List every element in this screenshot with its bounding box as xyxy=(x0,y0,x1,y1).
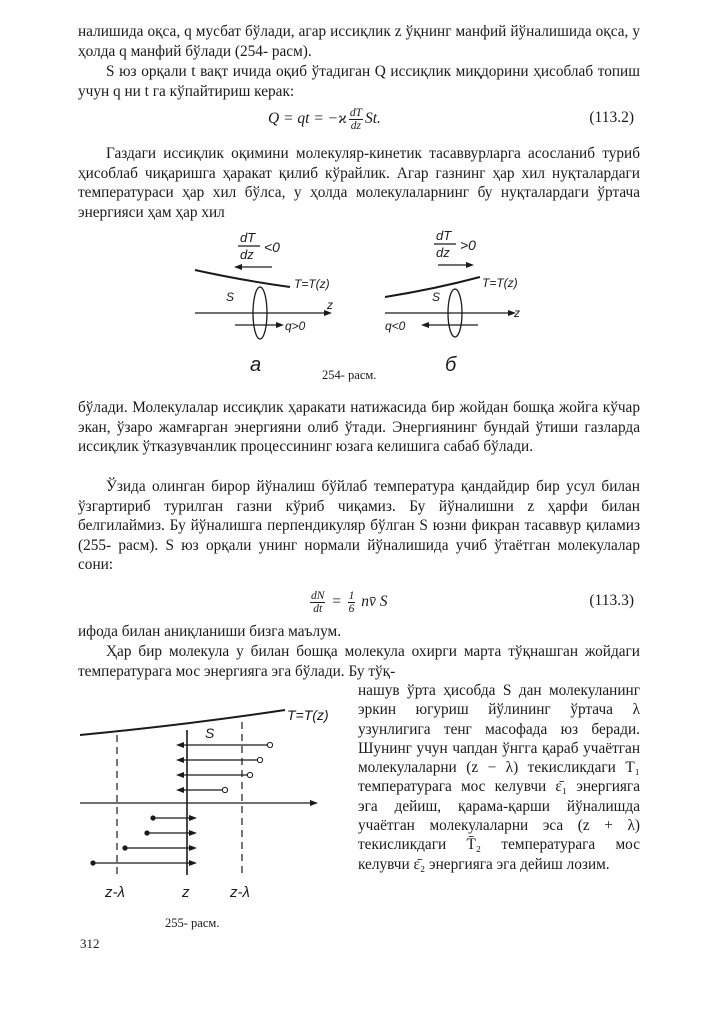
paragraph-5: Ўзида олинган бирор йўналиш бўйлаб температура қандайдир бир усул билан ўзгартириб турилган газни кўриб чиқамиз. Бу йўналишни z ҳарфи билан белгилаймиз. Бу йўналишга перпендикуляр бўлган S юзни фикран тасаввур қиламиз (255- расм). S юз орқали унинг нормали йўналишида учиб ўтаётган молекулалар сони: xyxy=(78,478,640,574)
eq1-frac-num: dT xyxy=(349,107,362,119)
eq2-frac2-den: 6 xyxy=(348,603,355,615)
eq2-fraction-2 xyxy=(348,590,356,615)
figure-254 xyxy=(180,225,560,385)
equation-113-2 xyxy=(78,103,640,133)
fig254b-q-label: q<0 xyxy=(385,319,406,333)
paragraph-8: нашув ўрта ҳисобда S дан молекуланинг эркин югуриш йўлининг ўртача λ узунлигига тенг масофада юз беради. Шунинг учун чапдан ўнгга қараб учаётган молекулаларни (z − λ) текисликдаги T₁ температурага мос келувчи ε̄₁ энергияга эга дейиш, қарама-қарши йўналишда учаётган молекулаларни эса (z + λ) текисликдаги T̄₂ температурага мос келувчи ε̄₂ энергияга эга дейиш лозим. xyxy=(358,682,640,873)
fig254a-curve-label: T=T(z) xyxy=(294,277,330,291)
paragraph-7: Ҳар бир молекула у билан бошқа молекула охирги марта тўқнашган жойдаги температурага мос энергияга эга бўлади. Бу тўқ- xyxy=(78,643,640,680)
fig255-molecule-rl xyxy=(222,787,227,792)
fig254-panel-b xyxy=(385,228,520,376)
fig254a-grad-arrowhead xyxy=(234,264,242,270)
fig255-molecules-left-to-right xyxy=(90,815,197,866)
fig254a-deriv-num: dT xyxy=(240,230,256,245)
fig255-s-label: S xyxy=(205,725,215,741)
fig255-temperature-curve xyxy=(80,710,285,735)
fig254-caption: 254- расм. xyxy=(322,368,377,382)
fig255-arrowhead-lr xyxy=(189,830,197,836)
fig254b-deriv-num: dT xyxy=(436,228,452,243)
paragraph-2: S юз орқали t вақт ичида оқиб ўтадиган Q иссиқлик миқдорини ҳисоблаб топиш учун q ни t га кўпайтириш керак: xyxy=(78,63,640,100)
fig254b-sign: >0 xyxy=(460,237,476,253)
fig255-tick-center: z xyxy=(182,884,190,901)
fig255-arrowhead-rl xyxy=(176,787,184,793)
fig255-molecules-right-to-left xyxy=(176,742,273,793)
eq1-number: (113.2) xyxy=(589,109,634,126)
eq2-frac1-den: dt xyxy=(313,603,323,615)
equation-113-3 xyxy=(78,586,640,616)
fig254a-deriv-den: dz xyxy=(240,247,254,262)
eq2-frac2-num: 1 xyxy=(348,590,355,602)
fig255-tick-right: z-λ xyxy=(230,884,250,901)
figure-255 xyxy=(75,690,355,910)
paragraph-3: Газдаги иссиқлик оқимини молекуляр-кинетик тасаввурларга асосланиб туриб ҳисоблаб чиқаришга ҳаракат қилиб кўрайлик. Агар газнинг ҳар хил нуқталардаги температураси ҳар хил бўлса, у ҳолда молекулаларнинг бу нуқталардаги ўртача энергияси ҳам ҳар хил xyxy=(78,145,640,221)
fig254b-z-label: z xyxy=(514,306,520,320)
fig255-arrowhead-rl xyxy=(176,772,184,778)
paragraph-1: налишида оқса, q мусбат бўлади, агар иссиқлик z ўқнинг манфий йўналишида оқса, у ҳолда q манфий бўлади (254- расм). xyxy=(78,23,640,60)
fig255-arrowhead-rl xyxy=(176,742,184,748)
eq2-frac1-num: dN xyxy=(311,590,325,602)
fig254b-s-label: S xyxy=(432,290,441,304)
eq1-frac-den: dz xyxy=(350,120,362,132)
fig254b-q-arrowhead xyxy=(421,322,429,328)
fig255-arrowhead-lr xyxy=(189,860,197,866)
fig255-caption: 255- расм. xyxy=(165,916,220,930)
fig254a-panel-label: a xyxy=(250,354,262,376)
fig254b-grad-arrowhead xyxy=(466,262,474,268)
fig254a-s-label: S xyxy=(226,290,235,304)
fig255-arrowhead-rl xyxy=(176,757,184,763)
fig255-z-arrowhead xyxy=(310,800,318,806)
fig254-panel-a xyxy=(195,230,333,376)
fig255-arrowhead-lr xyxy=(189,845,197,851)
eq1-rhs: St. xyxy=(365,110,381,128)
paragraph-6: ифода билан аниқланиши бизга маълум. xyxy=(78,623,342,640)
eq2-number: (113.3) xyxy=(589,592,634,609)
page-number: 312 xyxy=(80,936,100,951)
fig254b-deriv-den: dz xyxy=(436,245,450,260)
fig255-tick-left: z-λ xyxy=(105,884,125,901)
fig254a-sign: <0 xyxy=(264,239,280,255)
eq1-lhs: Q = qt = −ϰ xyxy=(268,110,347,128)
fig255-arrowhead-lr xyxy=(189,815,197,821)
fig255-molecule-rl xyxy=(257,757,262,762)
eq2-rhs: nv̄ S xyxy=(361,593,388,611)
fig255-curve-label: T=T(z) xyxy=(287,707,329,723)
eq1-fraction xyxy=(349,107,363,132)
fig254a-q-arrowhead xyxy=(276,322,284,328)
fig255-molecule-rl xyxy=(247,772,252,777)
eq2-fraction-1 xyxy=(310,590,325,615)
fig254b-curve-label: T=T(z) xyxy=(482,276,518,290)
paragraph-4: бўлади. Молекулалар иссиқлик ҳаракати натижасида бир жойдан бошқа жойга кўчар экан, ўзаро жамғарган энергияни олиб ўтади. Энергиянинг бундай ўтиши газларда иссиқлик ўтказувчанлик процессининг юзага келишига сабаб бўлади. xyxy=(78,399,640,456)
fig254a-q-label: q>0 xyxy=(285,319,306,333)
fig255-molecule-rl xyxy=(267,742,272,747)
fig254a-z-label: z xyxy=(327,298,333,312)
fig254b-panel-label: б xyxy=(445,354,457,376)
fig254a-temperature-curve xyxy=(195,270,290,287)
eq2-equals: = xyxy=(331,593,342,611)
